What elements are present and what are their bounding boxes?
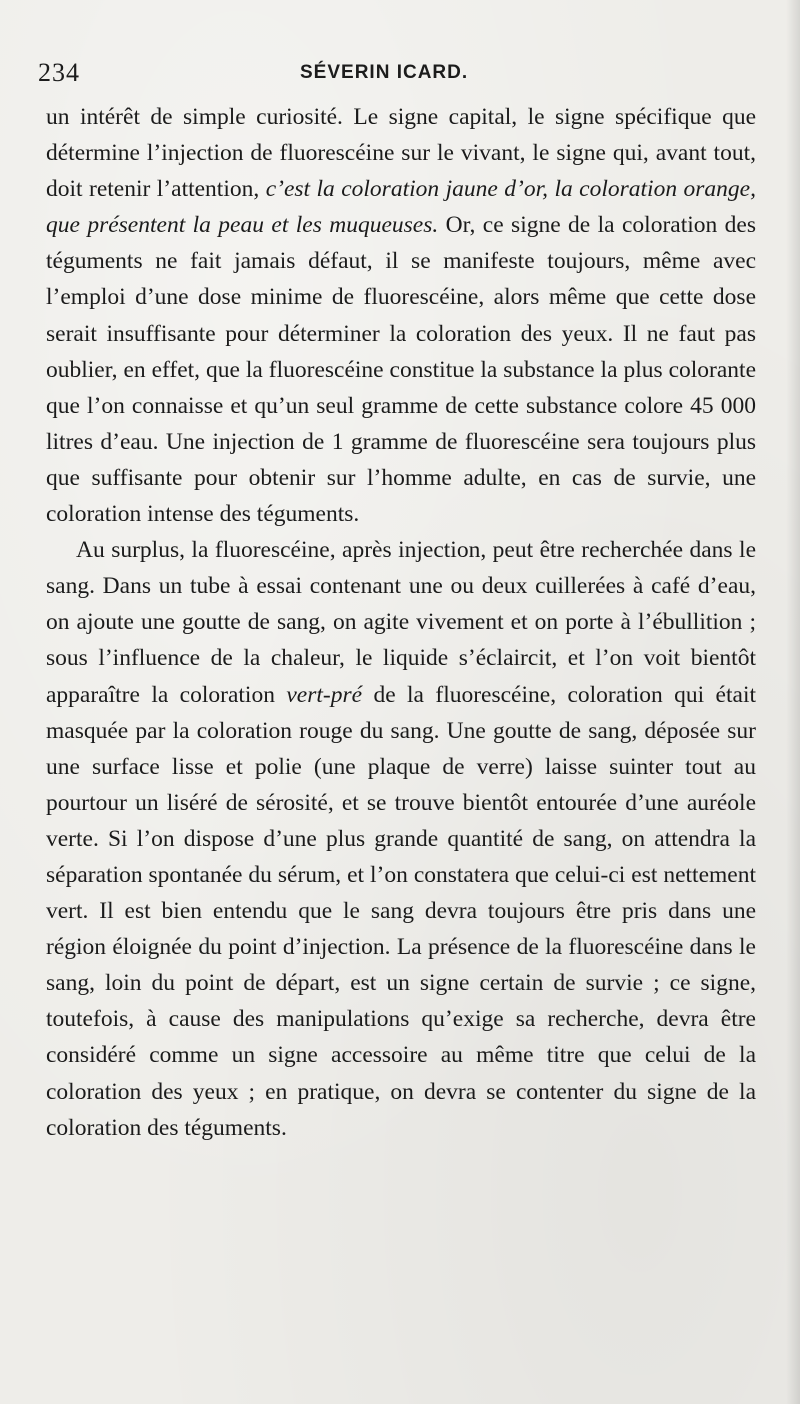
paragraph-2-text-a: Au surplus, la fluorescéine, après injection, peut être recherchée dans le sang. Dans un tube à essai contenant une ou deux cuillerées à café d’eau, on ajoute une goutte de sang, on agite vivement et on porte à l’ébullition ; sous l’influence de la chaleur, le liquide s’éclaircit, et l’on voit bientôt apparaître la coloration [46,537,756,708]
paragraph-1-text-b: Or, ce signe de la coloration des téguments ne fait jamais défaut, il se manifeste toujours, même avec l’emploi d’une dose minime de fluorescéine, alors même que cette dose serait insuffisante pour déterminer la coloration des yeux. Il ne faut pas oublier, en effet, que la fluorescéine constitue la substance la plus colorante que l’on connaisse et qu’un seul gramme de cette substance colore 45 000 litres d’eau. Une injection de 1 gramme de fluorescéine sera toujours plus que suffisante pour obtenir sur l’homme adulte, en cas de survie, une coloration intense des téguments. [46,212,756,528]
page-number: 234 [38,58,80,87]
page-header [38,58,758,92]
paragraph-1-italic: c’est la coloration jaune d’or, la coloration orange, que présentent la peau et les muqueuses. [46,176,756,239]
paragraph-2-text-b: de la fluorescéine, coloration qui était masquée par la coloration rouge du sang. Une goutte de sang, déposée sur une surface lisse et polie (une plaque de verre) laisse suinter tout au pourtour un liséré de sérosité, et se trouve bientôt entourée d’une auréole verte. Si l’on dispose d’une plus grande quantité de sang, on attendra la séparation spontanée du sérum, et l’on constatera que celui-ci est nettement vert. Il est bien entendu que le sang devra toujours être pris dans une région éloignée du point d’injection. La présence de la fluorescéine dans le sang, loin du point de départ, est un signe certain de survie ; ce signe, toutefois, à cause des manipulations qu’exige sa recherche, devra être considéré comme un signe accessoire au même titre que celui de la coloration des yeux ; en pratique, on devra se contenter du signe de la coloration des téguments. [46,681,757,1141]
body-text [46,99,756,1146]
paragraph-1 [46,99,756,532]
paragraph-2 [46,532,756,1146]
paragraph-1-text-a: un intérêt de simple curiosité. Le signe capital, le signe spécifique que détermine l’injection de fluorescéine sur le vivant, le signe qui, avant tout, doit retenir l’attention, [46,104,756,203]
paragraph-2-italic: vert-pré [286,681,363,708]
page-edge-shadow [786,0,800,1404]
running-head: SÉVERIN ICARD. [300,62,469,83]
